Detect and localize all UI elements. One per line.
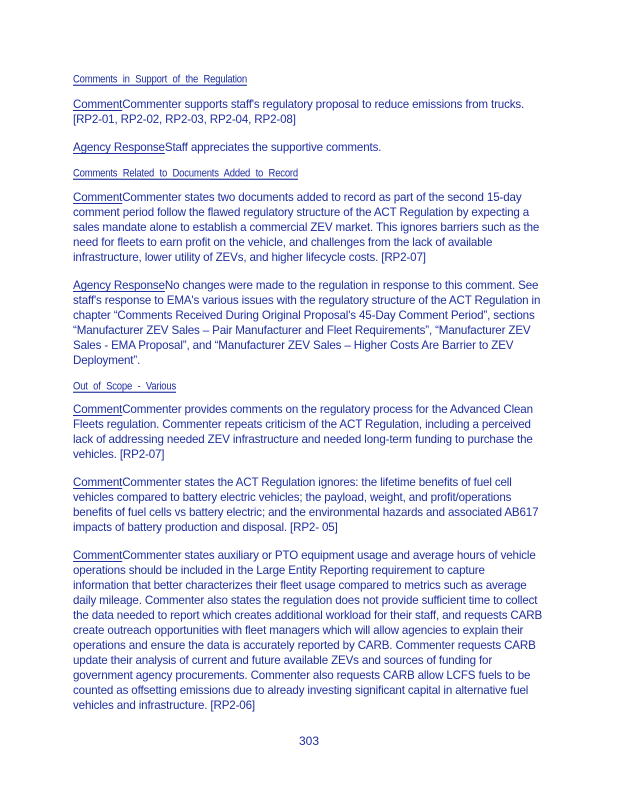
- comment-label: Comment: [73, 476, 123, 489]
- agency-response-label: Agency Response: [73, 141, 165, 154]
- comment-paragraph: [73, 97, 543, 127]
- comment-label: Comment: [73, 98, 123, 111]
- comment-text: Commenter states two documents added to record as part of the second 15-day comment period follow the flawed regulatory structure of the ACT Regulation by expecting a sales mandate alone to establish a commercial ZEV market. This ignores barriers such as the need for fleets to earn profit on the vehicle, and challenges from the lack of available infrastructure, lower utility of ZEVs, and higher lifecycle costs. [RP2-07]: [73, 191, 540, 264]
- comment-paragraph: [73, 190, 543, 265]
- comment-label: Comment: [73, 403, 123, 416]
- comment-label: Comment: [73, 549, 123, 562]
- comment-paragraph: [73, 475, 543, 535]
- comment-label: Comment: [73, 191, 123, 204]
- document-page: [73, 70, 543, 713]
- agency-response-text: Staff appreciates the supportive comments.: [164, 141, 382, 154]
- comment-text: Commenter supports staff's regulatory proposal to reduce emissions from trucks. [RP2-01, RP2-02, RP2-03, RP2-04, RP2-08]: [73, 98, 525, 126]
- section-heading-support: Comments in Support of the Regulation: [73, 73, 247, 86]
- comment-paragraph: [73, 402, 543, 462]
- agency-response-paragraph: [73, 140, 543, 155]
- comment-text: Commenter provides comments on the regulatory process for the Advanced Clean Fleets regulation. Commenter repeats criticism of the ACT Regulation, including a perceived lack of addressing needed ZEV infrastructure and needed long-term funding to purchase the vehicles. [RP2-07]: [73, 403, 533, 461]
- comment-paragraph: [73, 548, 543, 713]
- comment-text: Commenter states auxiliary or PTO equipment usage and average hours of vehicle operations should be included in the Large Entity Reporting requirement to capture information that better characterizes their fleet usage compared to metrics such as average daily mileage. Commenter also states the regulation does not provide sufficient time to collect the data needed to report which creates additional workload for their staff, and requests CARB create outreach opportunities with fleet managers which will allow agencies to explain their operations and ensure the data is accurately reported by CARB. Commenter requests CARB update their analysis of current and future available ZEVs and sources of funding for government agency procurements. Commenter also requests CARB allow LCFS fuels to be counted as offsetting emissions due to already investing significant capital in alternative fuel vehicles and infrastructure. [RP2-06]: [73, 549, 543, 712]
- page-number: 303: [298, 734, 320, 748]
- agency-response-label: Agency Response: [73, 279, 165, 292]
- agency-response-paragraph: [73, 278, 543, 368]
- agency-response-text: No changes were made to the regulation in response to this comment. See staff's response to EMA's various issues with the regulatory structure of the ACT Regulation in chapter “Comments Received During Original Proposal's 45-Day Comment Period”, sections “Manufacturer ZEV Sales – Pair Manufacturer and Fleet Requirements”, “Manufacturer ZEV Sales - EMA Proposal”, and “Manufacturer ZEV Sales – Higher Costs Are Barrier to ZEV Deployment”.: [73, 279, 541, 367]
- section-heading-documents-added: Comments Related to Documents Added to Record: [73, 167, 298, 180]
- section-heading-out-of-scope: Out of Scope - Various: [73, 380, 176, 393]
- comment-text: Commenter states the ACT Regulation ignores: the lifetime benefits of fuel cell vehicles compared to battery electric vehicles; the payload, weight, and profit/operations benefits of fuel cells vs battery electric; and the environmental hazards and associated AB617 impacts of battery production and disposal. [RP2- 05]: [73, 476, 539, 534]
